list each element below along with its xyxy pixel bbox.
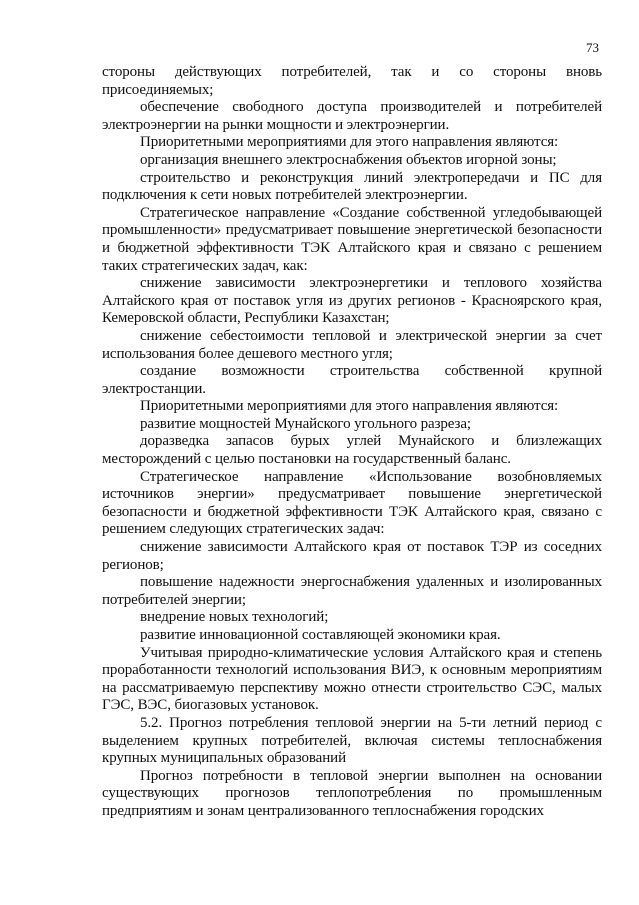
paragraph-coal-industry-direction: Стратегическое направление «Создание собственной угледобывающей промышленности» предусматривает повышение энергетической безопасности и бюджетной эффективности ТЭК Алтайского края и связано с решением таких стратегических задач, как:: [102, 204, 602, 274]
paragraph-fuel-dependency: снижение зависимости Алтайского края от поставок ТЭР из соседних регионов;: [102, 539, 602, 573]
paragraph-cost-reduction: снижение себестоимости тепловой и электрической энергии за счет использования более дешевого местного угля;: [102, 327, 602, 362]
paragraph-innovation: развитие инновационной составляющей экономики края.: [140, 627, 501, 643]
paragraph-renewables-direction: Стратегическое направление «Использование возобновляемых источников энергии» предусматривает повышение энергетической безопасности и бюджетной эффективности ТЭК Алтайского края, связано с решением следующих стратегических задач:: [102, 468, 602, 538]
paragraph-gaming-zone-supply: организация внешнего электроснабжения объектов игорной зоны;: [140, 151, 557, 168]
paragraph-munai-capacity: развитие мощностей Мунайского угольного разреза;: [140, 415, 472, 432]
paragraph-priority-measures-heading-2: Приоритетными мероприятиями для этого направления являются:: [140, 398, 559, 415]
paragraph-lignite-exploration: доразведка запасов бурых углей Мунайского и близлежащих месторождений с целью постановки на государственный баланс.: [102, 433, 602, 468]
paragraph-new-technologies: внедрение новых технологий;: [140, 609, 329, 626]
paragraph-free-access: обеспечение свободного доступа производителей и потребителей электроэнергии на рынки мощности и электроэнергии.: [102, 99, 602, 133]
page-number: 73: [586, 40, 599, 55]
paragraph-power-lines-construction: строительство и реконструкция линий электропередачи и ПС для подключения к сети новых потребителей электроэнергии.: [102, 169, 602, 204]
document-body: [102, 64, 602, 821]
paragraph-climate-conditions: Учитывая природно-климатические условия Алтайского края и степень проработанности технологий использования ВИЭ, к основным мероприятиям на рассматриваемую перспективу можно отнести строительство СЭС, малых ГЭС, ВЭС, биогазовых установок.: [102, 644, 602, 714]
paragraph-priority-measures-heading: Приоритетными мероприятиями для этого направления являются:: [140, 134, 559, 151]
paragraph-reliability: повышение надежности энергоснабжения удаленных и изолированных потребителей энергии;: [102, 574, 602, 608]
paragraph-heat-forecast: Прогноз потребности в тепловой энергии выполнен на основании существующих прогнозов теплопотребления по промышленным предприятиям и зонам централизованного теплоснабжения городских: [102, 767, 602, 819]
paragraph-continuation: стороны действующих потребителей, так и со стороны вновь присоединяемых;: [102, 64, 602, 98]
section-heading-5-2: 5.2. Прогноз потребления тепловой энергии на 5-ти летний период с выделением крупных потребителей, включая системы теплоснабжения крупных муниципальных образований: [102, 714, 602, 767]
paragraph-power-plant-construction: создание возможности строительства собственной крупной электростанции.: [102, 363, 602, 397]
paragraph-coal-dependency: снижение зависимости электроэнергетики и теплового хозяйства Алтайского края от поставок угля из других регионов - Красноярского края, Кемеровской области, Республики Казахстан;: [102, 275, 602, 327]
